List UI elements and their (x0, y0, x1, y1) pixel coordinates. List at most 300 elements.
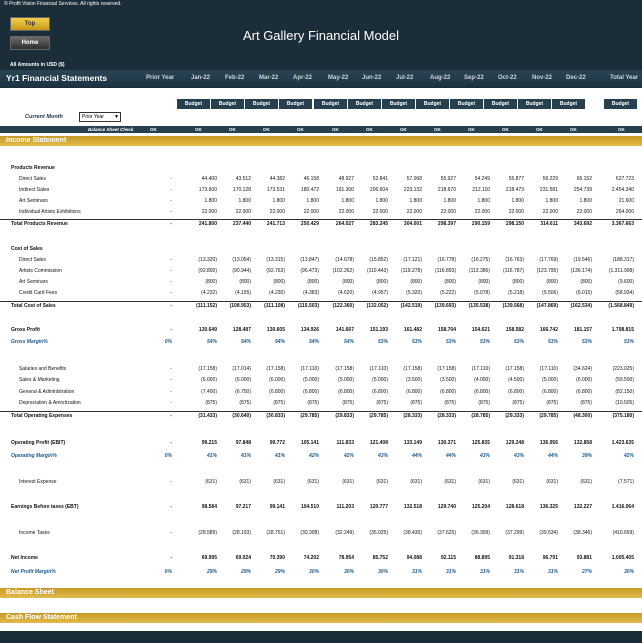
table-row (0, 376, 642, 385)
current-month-select[interactable] (79, 112, 121, 122)
table-row (0, 503, 642, 512)
table-row (0, 529, 642, 538)
value-cell: 43% (513, 453, 524, 459)
value-cell: 1.800 (545, 198, 558, 204)
value-cell: (13.054) (232, 257, 251, 263)
value-cell: 85.752 (372, 555, 388, 561)
value-cell: 314.611 (540, 221, 558, 227)
value-cell: 94.088 (406, 555, 422, 561)
prior-year-cell: - (170, 555, 172, 561)
value-cell: (800) (444, 279, 456, 285)
value-cell: (15.852) (369, 257, 388, 263)
value-cell: (17.769) (539, 257, 558, 263)
value-cell: (29.785) (369, 413, 388, 419)
value-cell: 98.584 (201, 504, 217, 510)
value-cell: 96.791 (542, 555, 558, 561)
row-label: Individual Artists Exhibitions (19, 209, 81, 215)
total-year-cell: (223.025) (612, 366, 634, 372)
value-cell: (800) (342, 279, 354, 285)
value-cell: 283.245 (369, 221, 388, 227)
value-cell: 1.800 (511, 198, 524, 204)
value-cell: (17.158) (335, 366, 354, 372)
statements-title: Yr1 Financial Statements (6, 73, 108, 83)
value-cell: 141.667 (335, 327, 354, 333)
value-cell: 54% (308, 339, 319, 345)
value-cell: (875) (376, 400, 388, 406)
balance-check-label: Balance Sheet Check (88, 127, 134, 132)
value-cell: 22.000 (235, 209, 251, 215)
value-cell: (123.795) (536, 268, 558, 274)
prior-year-cell: - (170, 290, 172, 296)
table-row (0, 164, 642, 173)
value-cell: (38.430) (403, 530, 422, 536)
value-cell: 22.000 (406, 209, 422, 215)
value-cell: 181.157 (573, 327, 592, 333)
table-row (0, 554, 642, 563)
value-cell: (17.158) (266, 366, 285, 372)
value-cell: (111.108) (264, 303, 285, 309)
value-cell: (31.433) (198, 413, 217, 419)
value-cell: (800) (580, 279, 592, 285)
balance-check-bar (0, 126, 642, 133)
value-cell: (875) (512, 400, 524, 406)
prior-year-cell: - (170, 221, 172, 227)
value-cell: 129.740 (437, 504, 456, 510)
total-year-cell: (7.571) (618, 479, 634, 485)
month-header: Dec-22 (566, 75, 586, 81)
value-cell: (13.315) (266, 257, 285, 263)
prior-year-cell: - (170, 176, 172, 182)
month-header: Mar-22 (259, 75, 279, 81)
month-header: Feb-22 (225, 75, 245, 81)
value-cell: (5.222) (440, 290, 456, 296)
row-label: Direct Sales (19, 176, 46, 182)
value-cell: (5.000) (338, 377, 354, 383)
table-row (0, 219, 642, 229)
value-cell: 134.926 (300, 327, 319, 333)
value-cell: 128.487 (232, 327, 251, 333)
value-cell: (17.110) (300, 366, 319, 372)
prior-year-cell: - (170, 209, 172, 215)
value-cell: 22.000 (372, 209, 388, 215)
total-year-cell: 1.416.064 (611, 504, 634, 510)
value-cell: 30% (308, 569, 319, 575)
value-cell: (16.275) (471, 257, 490, 263)
value-cell: (92.763) (266, 268, 285, 274)
value-cell: (28.193) (232, 530, 251, 536)
top-button[interactable]: Top (10, 17, 50, 31)
value-cell: 250.429 (300, 221, 319, 227)
value-cell: 136.956 (539, 440, 558, 446)
value-cell: (5.320) (406, 290, 422, 296)
value-cell: (110.443) (366, 268, 388, 274)
value-cell: (875) (239, 400, 251, 406)
value-cell: (30.640) (232, 413, 251, 419)
month-header: May-22 (328, 75, 349, 81)
value-cell: (29.333) (505, 413, 524, 419)
value-cell: 54% (343, 339, 354, 345)
balance-sheet-section[interactable] (0, 588, 642, 598)
prior-year-cell: - (170, 366, 172, 372)
value-cell: (4.500) (508, 377, 524, 383)
value-cell: 54% (206, 339, 217, 345)
balance-check-value: OK (195, 127, 202, 132)
value-cell: (139.693) (434, 303, 456, 309)
value-cell: 55.927 (440, 176, 456, 182)
row-label: Products Revenue (11, 165, 55, 171)
value-cell: 304.001 (403, 221, 422, 227)
value-cell: 97.217 (235, 504, 251, 510)
row-label: Gross Profit (11, 327, 40, 333)
value-cell: 161.482 (403, 327, 422, 333)
balance-check-value: OK (150, 127, 157, 132)
value-cell: (631) (307, 479, 319, 485)
value-cell: (36.309) (471, 530, 490, 536)
value-cell: 1.800 (409, 198, 422, 204)
row-label: Operating Profit (EBIT) (11, 440, 66, 446)
value-cell: 53% (479, 339, 490, 345)
value-cell: 53% (581, 339, 592, 345)
value-cell: (28.785) (471, 413, 490, 419)
value-cell: (115.503) (297, 303, 319, 309)
row-label: Artists Commission (19, 268, 62, 274)
row-label: Art Seminars (19, 198, 48, 204)
value-cell: (34.624) (573, 366, 592, 372)
value-cell: 30% (343, 569, 354, 575)
value-cell: (136.174) (570, 268, 592, 274)
current-month-label: Current Month (25, 114, 63, 120)
value-cell: 41% (240, 453, 251, 459)
table-row (0, 411, 642, 421)
row-label: Operating Margin% (11, 453, 57, 459)
total-year-header: Total Year (610, 75, 639, 81)
row-label: Salaries and Benefits (19, 366, 67, 372)
value-cell: 1.800 (306, 198, 319, 204)
row-label: Net Income (11, 555, 38, 561)
value-cell: 54% (274, 339, 285, 345)
table-row (0, 289, 642, 298)
value-cell: 129.248 (505, 440, 524, 446)
table-row (0, 365, 642, 374)
value-cell: 78.954 (338, 555, 354, 561)
prior-year-cell: 0% (164, 453, 172, 459)
value-cell: (875) (580, 400, 592, 406)
value-cell: 29% (274, 569, 285, 575)
value-cell: 48.927 (338, 176, 354, 182)
statement-sheet (0, 88, 642, 643)
copyright-text: © Profit Vision Financial Services. All rights reserved. (4, 1, 122, 7)
row-label: Earnings Before taxes (EBT) (11, 504, 79, 510)
value-cell: 111.203 (336, 504, 354, 510)
value-cell: 1.800 (443, 198, 456, 204)
balance-check-value: OK (263, 127, 270, 132)
row-label: Cost of Sales (11, 246, 43, 252)
total-year-cell: (10.505) (615, 400, 634, 406)
table-row (0, 245, 642, 254)
value-cell: 55.877 (508, 176, 524, 182)
value-cell: (16.763) (505, 257, 524, 263)
value-cell: 1.800 (204, 198, 217, 204)
value-cell: (102.262) (332, 268, 354, 274)
row-label: Net Profit Margin% (11, 569, 56, 575)
value-cell: (17.158) (505, 366, 524, 372)
value-cell: 44% (445, 453, 456, 459)
row-label: Gross Margin% (11, 339, 48, 345)
value-cell: 130.649 (198, 327, 217, 333)
table-row (0, 399, 642, 408)
month-header: Oct-22 (498, 75, 517, 81)
value-cell: (90.944) (232, 268, 251, 274)
value-cell: 1.800 (477, 198, 490, 204)
value-cell: 166.742 (539, 327, 558, 333)
value-cell: (6.000) (269, 377, 285, 383)
value-cell: (116.893) (434, 268, 456, 274)
value-cell: 31% (445, 569, 456, 575)
value-cell: 43.512 (235, 176, 251, 182)
row-label: Depreciation & Amortization (19, 400, 81, 406)
value-cell: 22.000 (269, 209, 285, 215)
value-cell: 290.159 (471, 221, 490, 227)
amounts-label: All Amounts in USD ($) (10, 62, 65, 68)
value-cell: 42% (308, 453, 319, 459)
total-year-cell: (1.568.849) (608, 303, 634, 309)
total-year-cell: (1.311.998) (608, 268, 634, 274)
value-cell: (29.833) (335, 413, 354, 419)
value-cell: (875) (444, 400, 456, 406)
value-cell: 125.835 (471, 440, 490, 446)
value-cell: (631) (580, 479, 592, 485)
value-cell: (4.232) (201, 290, 217, 296)
value-cell: (28.333) (437, 413, 456, 419)
value-cell: (30.308) (300, 530, 319, 536)
value-cell: (147.869) (536, 303, 558, 309)
value-cell: (92.800) (198, 268, 217, 274)
balance-check-value: OK (366, 127, 373, 132)
value-cell: 212.110 (472, 187, 490, 193)
prior-year-cell: - (170, 327, 172, 333)
budget-label: Budget (416, 99, 449, 109)
value-cell: 53% (513, 339, 524, 345)
value-cell: 241.713 (266, 221, 285, 227)
balance-check-value: OK (297, 127, 304, 132)
value-cell: 41% (274, 453, 285, 459)
value-cell: 53% (377, 339, 388, 345)
value-cell: 31% (411, 569, 422, 575)
value-cell: 53% (547, 339, 558, 345)
budget-label: Budget (604, 99, 637, 109)
value-cell: 92.115 (440, 555, 456, 561)
value-cell: 44% (547, 453, 558, 459)
value-cell: (800) (239, 279, 251, 285)
value-cell: 154.621 (471, 327, 490, 333)
value-cell: 99.215 (201, 440, 217, 446)
value-cell: 39% (581, 453, 592, 459)
value-cell: (119.278) (400, 268, 422, 274)
month-header: Aug-22 (430, 75, 451, 81)
value-cell: 223.132 (403, 187, 422, 193)
total-year-cell: (59.500) (615, 377, 634, 383)
value-cell: (132.052) (366, 303, 388, 309)
home-button[interactable]: Home (10, 36, 50, 50)
value-cell: 133.149 (403, 440, 422, 446)
value-cell: (875) (410, 400, 422, 406)
budget-label: Budget (279, 99, 312, 109)
row-label: Total Products Revenue (11, 221, 68, 227)
value-cell: (19.546) (573, 257, 592, 263)
value-cell: (5.000) (542, 377, 558, 383)
value-cell: (800) (307, 279, 319, 285)
value-cell: 69.024 (235, 555, 251, 561)
prior-year-cell: - (170, 504, 172, 510)
value-cell: (37.625) (437, 530, 456, 536)
value-cell: 22.000 (303, 209, 319, 215)
budget-label: Budget (314, 99, 347, 109)
value-cell: (17.158) (198, 366, 217, 372)
value-cell: (30.833) (266, 413, 285, 419)
value-cell: (6.800) (406, 389, 422, 395)
value-cell: (96.473) (300, 268, 319, 274)
value-cell: (631) (512, 479, 524, 485)
value-cell: 132.858 (573, 440, 592, 446)
value-cell: (4.383) (303, 290, 319, 296)
value-cell: (631) (444, 479, 456, 485)
value-cell: 22.000 (440, 209, 456, 215)
row-label: Income Taxes (19, 530, 50, 536)
value-cell: 170.128 (232, 187, 251, 193)
month-header: Jan-22 (191, 75, 211, 81)
budget-label: Budget (518, 99, 551, 109)
value-cell: 31% (479, 569, 490, 575)
value-cell: (17.110) (369, 366, 388, 372)
value-cell: (6.800) (269, 389, 285, 395)
value-cell: 59.229 (542, 176, 558, 182)
value-cell: (116.787) (502, 268, 524, 274)
value-cell: (14.678) (335, 257, 354, 263)
value-cell: 44% (411, 453, 422, 459)
prior-year-cell: - (170, 413, 172, 419)
value-cell: (6.800) (576, 389, 592, 395)
table-row (0, 568, 642, 577)
prior-year-cell: - (170, 187, 172, 193)
value-cell: (5.000) (303, 377, 319, 383)
table-row (0, 256, 642, 265)
value-cell: (875) (273, 400, 285, 406)
value-cell: (5.218) (508, 290, 524, 296)
value-cell: (17.014) (232, 366, 251, 372)
value-cell: (142.519) (400, 303, 422, 309)
value-cell: (13.320) (198, 257, 217, 263)
total-year-cell: 1.423.635 (611, 440, 634, 446)
value-cell: 97.848 (235, 440, 251, 446)
value-cell: (631) (376, 479, 388, 485)
total-year-cell: 2.454.340 (611, 187, 634, 193)
value-cell: 57.068 (406, 176, 422, 182)
value-cell: 88.895 (474, 555, 490, 561)
value-cell: 29% (206, 569, 217, 575)
table-row (0, 338, 642, 347)
budget-label: Budget (382, 99, 415, 109)
balance-sheet-title: Balance Sheet (6, 589, 54, 596)
total-year-cell: 1.005.405 (611, 555, 634, 561)
value-cell: 151.193 (369, 327, 388, 333)
cash-flow-section[interactable] (0, 613, 642, 623)
value-cell: 43% (479, 453, 490, 459)
row-label: Art Seminars (19, 279, 48, 285)
table-row (0, 197, 642, 206)
month-header: Jun-22 (362, 75, 382, 81)
value-cell: 121.408 (369, 440, 388, 446)
month-header: Nov-22 (532, 75, 553, 81)
income-statement-section[interactable] (0, 136, 642, 146)
value-cell: 136.325 (539, 504, 558, 510)
value-cell: 74.202 (303, 555, 319, 561)
value-cell: (6.800) (303, 389, 319, 395)
value-cell: (48.300) (573, 413, 592, 419)
value-cell: (4.000) (474, 377, 490, 383)
value-cell: (111.152) (196, 303, 217, 309)
value-cell: (800) (273, 279, 285, 285)
value-cell: (108.953) (229, 303, 251, 309)
value-cell: 173.600 (198, 187, 217, 193)
value-cell: (6.000) (201, 377, 217, 383)
value-cell: (17.158) (437, 366, 456, 372)
value-cell: 231.581 (539, 187, 558, 193)
value-cell: 91.318 (508, 555, 524, 561)
value-cell: 206.604 (369, 187, 388, 193)
value-cell: 29% (240, 569, 251, 575)
value-cell: (4.620) (338, 290, 354, 296)
value-cell: 218.473 (505, 187, 524, 193)
value-cell: (139.568) (502, 303, 524, 309)
value-cell: (29.785) (539, 413, 558, 419)
table-row (0, 175, 642, 184)
value-cell: (5.000) (372, 377, 388, 383)
value-cell: (631) (205, 479, 217, 485)
total-year-cell: 21.600 (618, 198, 634, 204)
value-cell: 31% (513, 569, 524, 575)
value-cell: (800) (205, 279, 217, 285)
table-row (0, 208, 642, 217)
total-year-cell: (82.150) (615, 389, 634, 395)
column-header-bar (0, 70, 642, 87)
value-cell: (4.230) (269, 290, 285, 296)
balance-check-value: OK (502, 127, 509, 132)
row-label: Total Cost of Sales (11, 303, 56, 309)
prior-year-header: Prior Year (146, 75, 175, 81)
value-cell: (631) (546, 479, 558, 485)
total-year-cell: (9.600) (618, 279, 634, 285)
value-cell: 31% (547, 569, 558, 575)
value-cell: (32.249) (335, 530, 354, 536)
total-year-cell: 53% (623, 339, 634, 345)
value-cell: (6.000) (235, 377, 251, 383)
value-cell: 298.150 (505, 221, 524, 227)
chevron-down-icon[interactable]: ▼ (114, 114, 119, 120)
total-year-cell: 264.000 (615, 209, 634, 215)
value-cell: (875) (342, 400, 354, 406)
row-label: Indirect Sales (19, 187, 50, 193)
value-cell: 218.670 (437, 187, 456, 193)
value-cell: 158.704 (437, 327, 456, 333)
value-cell: 53% (445, 339, 456, 345)
value-cell: 93.881 (576, 555, 592, 561)
value-cell: 1.800 (272, 198, 285, 204)
value-cell: (800) (546, 279, 558, 285)
value-cell: 22.000 (338, 209, 354, 215)
month-header: Sep-22 (464, 75, 484, 81)
total-year-cell: (375.180) (612, 413, 634, 419)
value-cell: 254.739 (573, 187, 592, 193)
